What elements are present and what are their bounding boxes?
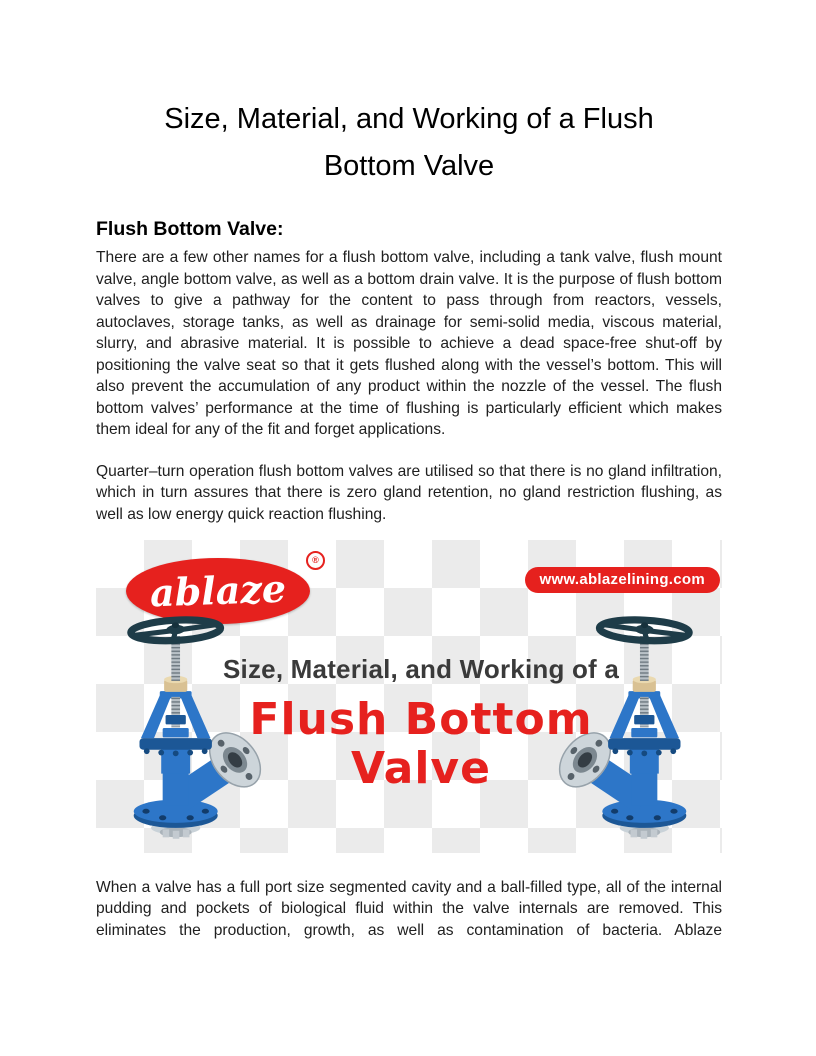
section-heading: Flush Bottom Valve:	[96, 218, 284, 240]
banner-headline-line-1: Flush Bottom	[249, 693, 593, 745]
document-content	[96, 0, 722, 941]
banner-headline-line-2: Valve	[351, 742, 491, 794]
page-title-line-2: Bottom Valve	[323, 150, 495, 182]
paragraph-intro: There are a few other names for a flush bottom valve, including a tank valve, flush mount valve, angle bottom valve, as well as a bottom drain valve. It is the purpose of flush bottom valves to give a pathway for the content to pass through from reactors, vessels, autoclaves, storage tanks, as well as drainage for semi-solid media, viscous material, slurry, and abrasive material. It is possible to achieve a dead space-free shut-off by positioning the valve seat so that it gets flushed along with the vessel’s bottom. This will also prevent the accumulation of any product within the nozzle of the vessel. The flush bottom valves’ performance at the time of flushing is particularly efficient which makes them ideal for any of the fit and forget applications.	[96, 249, 722, 439]
website-badge: www.ablazelining.com	[525, 567, 720, 593]
page-title	[96, 96, 722, 190]
banner-caption: Size, Material, and Working of a	[223, 653, 619, 684]
ablaze-logo-text: ablaze	[149, 565, 287, 615]
paragraph-quarter-turn: Quarter–turn operation flush bottom valves are utilised so that there is no gland infiltration, which in turn assures that there is zero gland retention, no gland restriction flushing, as well as low energy quick reaction flushing.	[96, 462, 722, 524]
banner-headline	[108, 695, 722, 793]
banner-text-block	[108, 654, 722, 793]
page-title-line-1: Size, Material, and Working of a Flush	[164, 103, 654, 135]
registered-trademark-icon: ®	[306, 551, 325, 570]
promo-banner-image	[96, 540, 722, 853]
paragraph-full-port: When a valve has a full port size segmented cavity and a ball-filled type, all of the internal pudding and pockets of biological fluid within the valve internals are removed. This eliminates the production, growth, as well as contamination of bacteria. Ablaze	[96, 878, 722, 939]
